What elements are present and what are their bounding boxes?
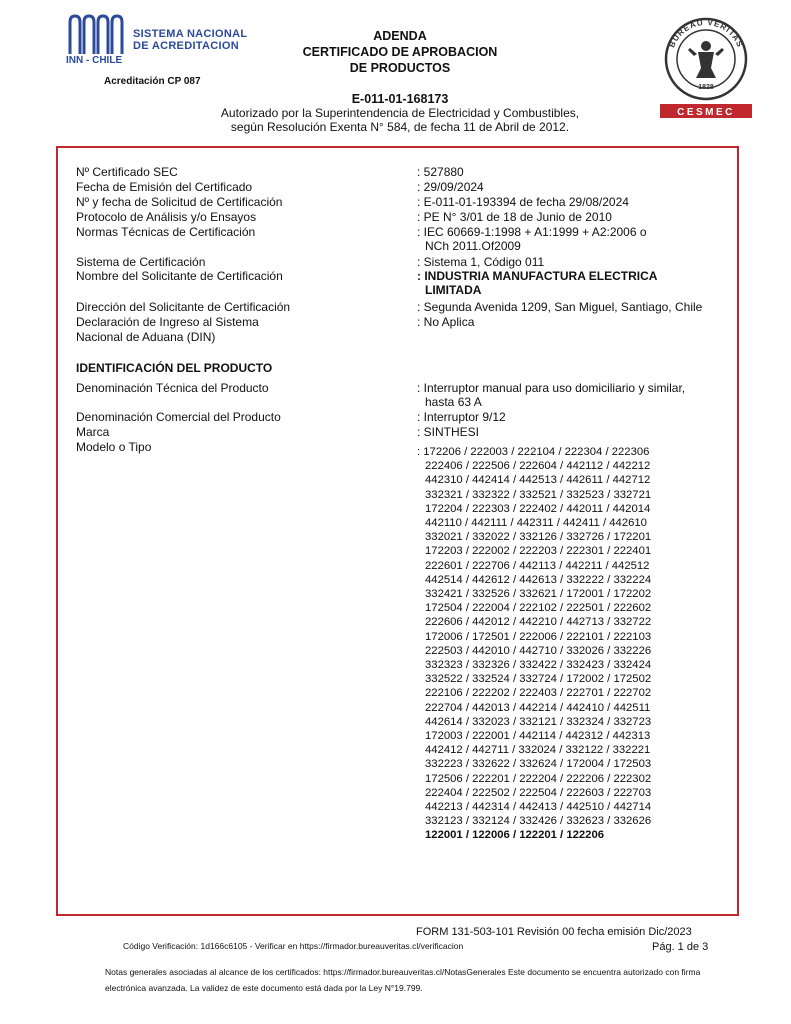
model-line-bold: 122001 / 122006 / 122201 / 122206 xyxy=(425,829,605,842)
model-line: 222704 / 442013 / 442214 / 442410 / 442511 xyxy=(425,701,651,714)
field-value-cont: NCh 2011.Of2009 xyxy=(425,239,521,253)
product-label: Modelo o Tipo xyxy=(76,440,152,454)
product-value: : Interruptor manual para uso domiciliario y similar, xyxy=(417,381,686,395)
inn-chile: INN - CHILE xyxy=(66,55,123,66)
field-value: : Sistema 1, Código 011 xyxy=(417,255,545,269)
field-label-cont: Nacional de Aduana (DIN) xyxy=(76,330,216,344)
title-line1: ADENDA xyxy=(373,29,427,43)
field-value: : Segunda Avenida 1209, San Miguel, Santiago, Chile xyxy=(417,300,703,314)
model-line: 442213 / 442314 / 442413 / 442510 / 442714 xyxy=(425,801,652,814)
bureau-veritas-logo xyxy=(658,16,754,120)
model-line: 442514 / 442612 / 442613 / 332222 / 332224 xyxy=(425,573,652,586)
model-line: 332321 / 332322 / 332521 / 332523 / 332721 xyxy=(425,488,652,501)
field-label: Sistema de Certificación xyxy=(76,255,206,269)
auth-line1: Autorizado por la Superintendencia de Electricidad y Combustibles, xyxy=(220,106,580,120)
inn-waves-icon xyxy=(66,14,128,56)
product-value: : Interruptor 9/12 xyxy=(417,410,506,424)
model-line: 172204 / 222303 / 222402 / 442011 / 442014 xyxy=(425,502,651,515)
model-line: 172504 / 222004 / 222102 / 222501 / 222602 xyxy=(425,602,652,615)
form-revision: FORM 131-503-101 Revisión 00 fecha emisión Dic/2023 xyxy=(416,926,692,938)
general-notes xyxy=(105,964,755,996)
field-label: Nº Certificado SEC xyxy=(76,165,178,179)
product-value-cont: hasta 63 A xyxy=(425,395,482,409)
inn-logo-line2: DE ACREDITACION xyxy=(133,40,239,52)
model-line: 222601 / 222706 / 442113 / 442211 / 442512 xyxy=(425,559,650,572)
section-title: IDENTIFICACIÓN DEL PRODUCTO xyxy=(76,361,273,375)
model-line: 332323 / 332326 / 332422 / 332423 / 332424 xyxy=(425,659,652,672)
model-line: 172003 / 222001 / 442114 / 442312 / 442313 xyxy=(425,730,651,743)
model-line: 332123 / 332124 / 332426 / 332623 / 332626 xyxy=(425,815,652,828)
model-line: 172203 / 222002 / 222203 / 222301 / 222401 xyxy=(425,545,652,558)
model-line: 332421 / 332526 / 332621 / 172001 / 172202 xyxy=(425,588,652,601)
field-value: : IEC 60669-1:1998 + A1:1999 + A2:2006 o xyxy=(417,225,647,239)
model-line: 442110 / 442111 / 442311 / 442411 / 442610 xyxy=(425,517,647,530)
field-label: Declaración de Ingreso al Sistema xyxy=(76,315,259,329)
certificate-code: E-011-01-168173 xyxy=(351,92,449,106)
model-line: 222606 / 442012 / 442210 / 442713 / 332722 xyxy=(425,616,652,629)
model-line: 442310 / 442414 / 442513 / 442611 / 442712 xyxy=(425,474,651,487)
authorization-text xyxy=(190,106,610,134)
model-line: 222106 / 222202 / 222403 / 222701 / 222702 xyxy=(425,687,652,700)
field-label: Normas Técnicas de Certificación xyxy=(76,225,256,239)
model-line: 442614 / 332023 / 332121 / 332324 / 332723 xyxy=(425,715,652,728)
model-line: 332021 / 332022 / 332126 / 332726 / 172201 xyxy=(425,531,652,544)
model-line: : 172206 / 222003 / 222104 / 222304 / 222306 xyxy=(417,446,650,458)
model-line: 172006 / 172501 / 222006 / 222101 / 222103 xyxy=(425,630,652,643)
model-line: 222404 / 222502 / 222504 / 222603 / 222703 xyxy=(425,786,652,799)
notes-line1: Notas generales asociadas al alcance de los certificados: https://firmador.bureauveritas.cl/NotasGenerales Este documento se encuentra autorizado con firma xyxy=(105,967,701,977)
product-label: Marca xyxy=(76,425,110,439)
auth-line2: según Resolución Exenta N° 584, de fecha 11 de Abril de 2012. xyxy=(230,120,570,134)
verification-code: Código Verificación: 1d166c6105 - Verificar en https://firmador.bureauveritas.cl/verificacion xyxy=(123,941,464,951)
model-line: 222503 / 442010 / 442710 / 332026 / 332226 xyxy=(425,644,652,657)
field-value: : 527880 xyxy=(417,165,464,179)
notes-line2: electrónica avanzada. La validez de este documento está dada por la Ley N°19.799. xyxy=(105,983,423,993)
model-list xyxy=(417,445,651,843)
field-label: Dirección del Solicitante de Certificación xyxy=(76,300,291,314)
field-label: Protocolo de Análisis y/o Ensayos xyxy=(76,210,257,224)
field-value: : 29/09/2024 xyxy=(417,180,484,194)
page-number: Pág. 1 de 3 xyxy=(652,941,709,953)
field-label: Fecha de Emisión del Certificado xyxy=(76,180,253,194)
model-line: 332223 / 332622 / 332624 / 172004 / 172503 xyxy=(425,758,652,771)
bv-ring-text: BUREAU VERITAS xyxy=(667,17,745,49)
field-label: Nº y fecha de Solicitud de Certificación xyxy=(76,195,283,209)
model-line: 332522 / 332524 / 332724 / 172002 / 172502 xyxy=(425,673,652,686)
product-value: : SINTHESI xyxy=(417,425,480,439)
cesmec-label: CESMEC xyxy=(677,107,735,118)
field-value: : INDUSTRIA MANUFACTURA ELECTRICA xyxy=(417,269,658,283)
field-label: Nombre del Solicitante de Certificación xyxy=(76,269,283,283)
field-value: : E-011-01-193394 de fecha 29/08/2024 xyxy=(417,195,629,209)
model-line: 442412 / 442711 / 332024 / 332122 / 332221 xyxy=(425,744,651,757)
inn-logo-text xyxy=(133,28,247,52)
product-label: Denominación Comercial del Producto xyxy=(76,410,281,424)
title-line2: CERTIFICADO DE APROBACION xyxy=(302,45,498,59)
model-line: 172506 / 222201 / 222204 / 222206 / 222302 xyxy=(425,772,652,785)
bureau-veritas-seal-icon xyxy=(658,16,754,120)
title-line3: DE PRODUCTOS xyxy=(349,61,451,75)
field-value: : No Aplica xyxy=(417,315,475,329)
model-line: 222406 / 222506 / 222604 / 442112 / 442212 xyxy=(425,460,651,473)
accreditation: Acreditación CP 087 xyxy=(104,76,201,87)
field-value: : PE N° 3/01 de 18 de Junio de 2010 xyxy=(417,210,612,224)
field-value-cont: LIMITADA xyxy=(425,283,482,297)
inn-logo-line1: SISTEMA NACIONAL xyxy=(133,28,248,40)
bv-year: 1828 xyxy=(698,84,714,91)
product-label: Denominación Técnica del Producto xyxy=(76,381,269,395)
